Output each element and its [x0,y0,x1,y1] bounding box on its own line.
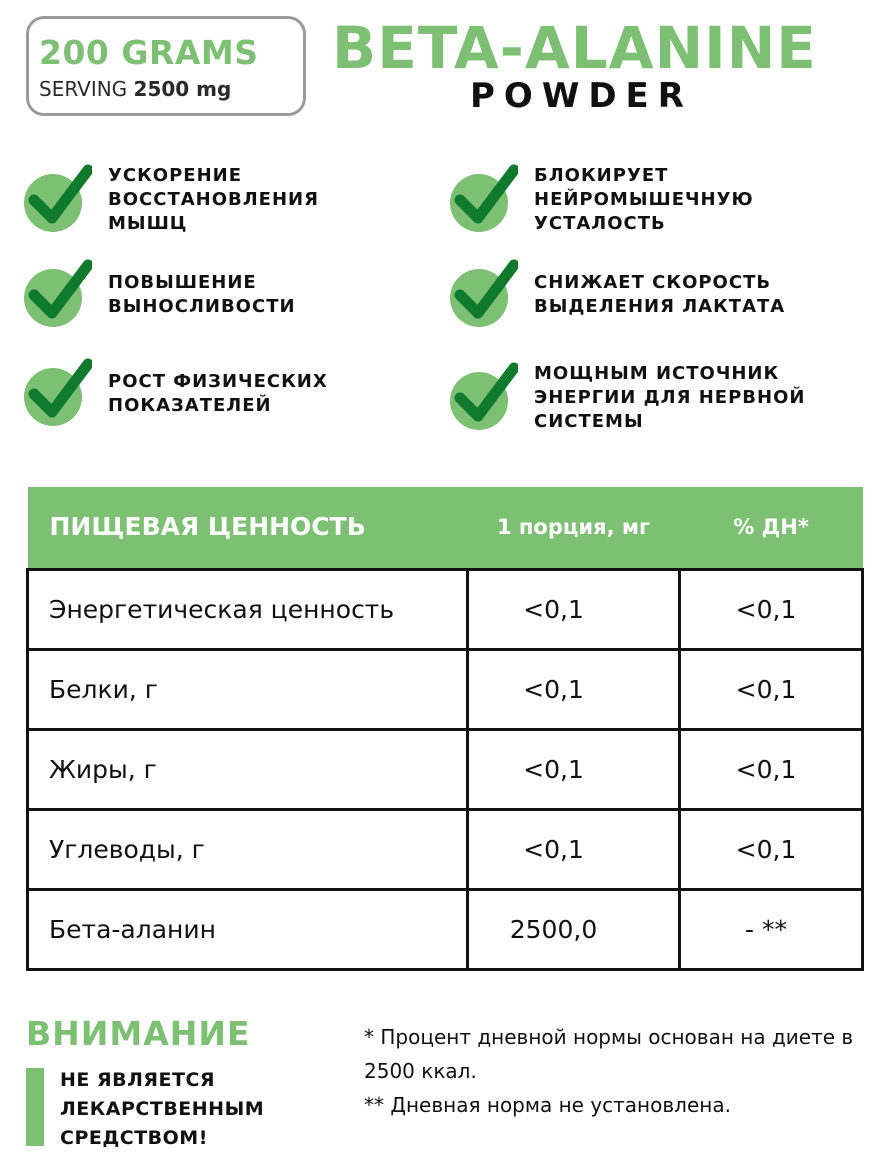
benefit-item [24,362,424,426]
product-title: BETA-ALANINE [332,14,817,82]
check-icon [450,168,514,232]
benefit-text: РОСТ ФИЗИЧЕСКИХ ПОКАЗАТЕЛЕЙ [108,371,328,416]
benefit-text: БЛОКИРУЕТ НЕЙРОМЫШЕЧНУЮ УСТАЛОСТЬ [534,165,754,234]
warning-text: НЕ ЯВЛЯЕТСЯ ЛЕКАРСТВЕННЫМ СРЕДСТВОМ! [60,1069,265,1149]
header-name: ПИЩЕВАЯ ЦЕННОСТЬ [28,487,468,569]
row-dv: <0,1 [680,649,863,729]
header-portion: 1 порция, мг [468,487,680,569]
row-name: Энергетическая ценность [28,569,468,649]
serving-value: 2500 mg [133,77,232,101]
check-icon [450,366,514,430]
badge-serving [39,77,301,101]
check-icon [450,263,514,327]
row-portion: <0,1 [468,649,680,729]
row-name: Углеводы, г [28,809,468,889]
footnotes [364,1020,869,1122]
benefit-text: УСКОРЕНИЕ ВОССТАНОВЛЕНИЯ МЫШЦ [108,165,319,234]
size-badge [26,16,306,116]
benefit-text: СНИЖАЕТ СКОРОСТЬ ВЫДЕЛЕНИЯ ЛАКТАТА [534,272,786,317]
benefit-item [450,362,870,434]
row-portion: 2500,0 [468,889,680,969]
check-icon [24,168,88,232]
row-dv: - ** [680,889,863,969]
row-portion: <0,1 [468,809,680,889]
row-dv: <0,1 [680,569,863,649]
table-row [28,569,863,649]
warning-title: ВНИМАНИЕ [26,1014,251,1053]
table-row [28,809,863,889]
table-row [28,649,863,729]
table-row [28,729,863,809]
serving-label: SERVING [39,77,128,101]
row-portion: <0,1 [468,569,680,649]
benefit-text: ПОВЫШЕНИЕ ВЫНОСЛИВОСТИ [108,272,296,317]
row-dv: <0,1 [680,809,863,889]
footnote-daily-value: * Процент дневной нормы основан на диете в 2500 ккал. [364,1025,854,1083]
row-name: Жиры, г [28,729,468,809]
footnote-not-established: ** Дневная норма не установлена. [364,1093,731,1117]
row-name: Белки, г [28,649,468,729]
benefit-text: МОЩНЫМ ИСТОЧНИК ЭНЕРГИИ ДЛЯ НЕРВНОЙ СИСТЕМЫ [534,363,806,432]
header-dv: % ДН* [680,487,863,569]
row-name: Бета-аланин [28,889,468,969]
check-icon [24,263,88,327]
row-dv: <0,1 [680,729,863,809]
benefit-item [450,263,870,327]
product-subtitle: POWDER [470,76,693,116]
benefit-item [450,164,870,236]
check-icon [24,362,88,426]
row-portion: <0,1 [468,729,680,809]
benefit-item [24,263,424,327]
table-header-row [28,487,863,569]
badge-grams: 200 GRAMS [39,33,259,72]
nutrition-table [26,487,864,971]
warning-accent-square [26,1128,44,1146]
table-row [28,889,863,969]
benefit-item [24,164,424,236]
